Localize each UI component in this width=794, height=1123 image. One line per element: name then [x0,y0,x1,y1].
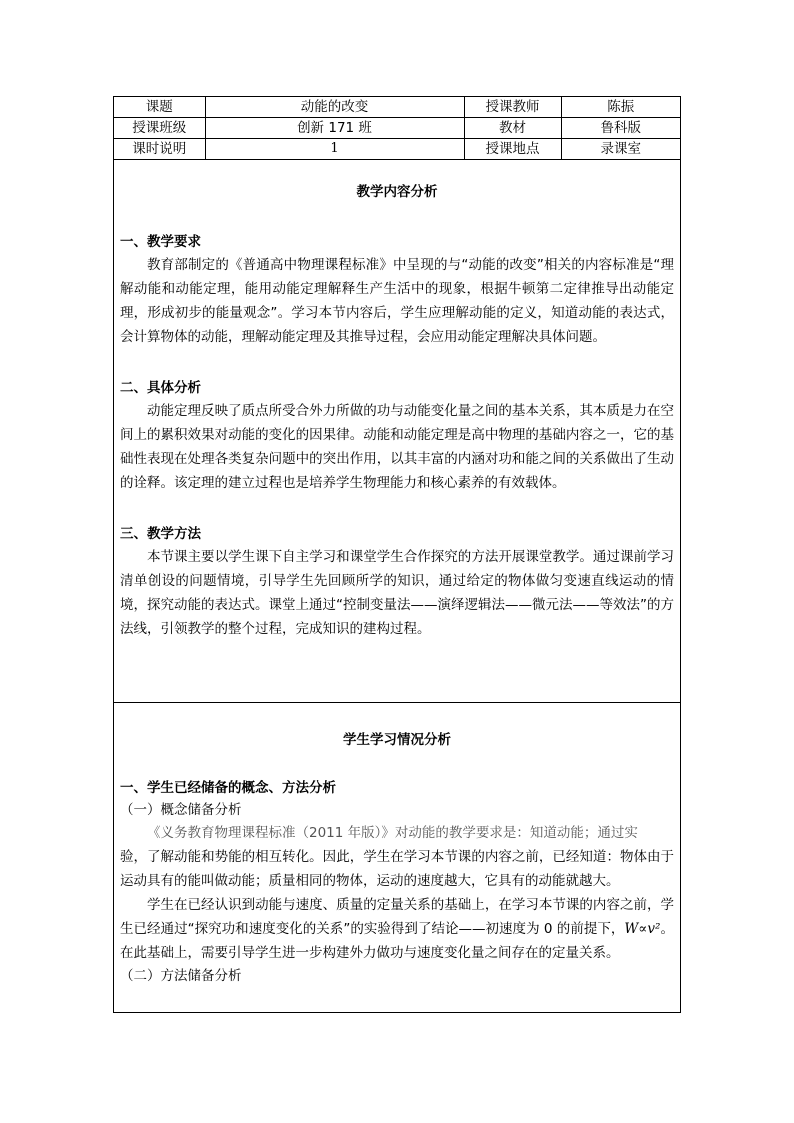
label-teacher: 授课教师 [464,97,561,118]
label-class: 授课班级 [114,118,205,139]
prior-knowledge-heading: 一、学生已经储备的概念、方法分析 [120,780,336,796]
section-divider [114,702,680,703]
requirements-text: 教育部制定的《普通高中物理课程标准》中呈现的与“动能的改变”相关的内容标准是“理解动能和动能定理，能用动能定理解释生产生活中的现象，根据牛顿第二定律推导出动能定理，形成初步的能量观念”。学习本节内容后，学生应理解动能的定义，知道动能的表达式，会计算物体的动能，理解动能定理及其推导过程，会应用动能定理解决具体问题。 [120,257,674,345]
content-analysis-title: 教学内容分析 [356,184,438,200]
table-row [114,97,680,118]
analysis-heading: 二、具体分析 [120,380,201,396]
requirements-heading: 一、教学要求 [120,234,201,250]
lesson-plan-sheet [113,96,681,1013]
label-textbook: 教材 [464,118,561,139]
formula-w-prop-v2: W∝v² [624,921,661,937]
value-teacher: 陈振 [561,97,680,118]
concept-text-1a: 《义务教育物理课程标准（2011 年版）》对动能的教学要求是：知道动能；通过实 [147,825,638,841]
concept-text-1b: 验，了解动能和势能的相互转化。因此，学生在学习本节课的内容之前，已经知道：物体由于运动具有的能叫做动能；质量相同的物体，运动的速度越大，它具有的动能就越大。 [120,849,674,889]
student-analysis-section [114,729,680,987]
value-topic: 动能的改变 [205,97,464,118]
concept-text-2b: 。在此基础上，需要引导学生进一步构建外力做功与速度变化量之间存在的定量关系。 [120,921,674,961]
label-topic: 课题 [114,97,205,118]
concept-text-2a: 学生在已经认识到动能与速度、质量的定量关系的基础上，在学习本节课的内容之前，学生已经通过“探究功和速度变化的关系”的实验得到了结论——初速度为 0 的前提下， [120,897,674,937]
table-row [114,118,680,139]
concept-text-2 [120,893,674,965]
student-analysis-title: 学生学习情况分析 [343,732,451,748]
table-row [114,139,680,160]
value-period: 1 [205,139,464,160]
value-class: 创新 171 班 [205,118,464,139]
analysis-text: 动能定理反映了质点所受合外力所做的功与动能变化量之间的基本关系，其本质是力在空间上的累积效果对动能的变化的因果律。动能和动能定理是高中物理的基础内容之一，它的基础性表现在处理各类复杂问题中的突出作用，以其丰富的内涵对功和能之间的关系做出了生动的诠释。该定理的建立过程也是培养学生物理能力和核心素养的有效载体。 [120,403,674,491]
method-heading: 三、教学方法 [120,526,201,542]
value-location: 录课室 [561,139,680,160]
content-analysis-section [114,181,680,641]
label-period: 课时说明 [114,139,205,160]
method-subheading: （二）方法储备分析 [120,968,242,984]
value-textbook: 鲁科版 [561,118,680,139]
label-location: 授课地点 [464,139,561,160]
concept-subheading: （一）概念储备分析 [120,802,242,818]
method-text: 本节课主要以学生课下自主学习和课堂学生合作探究的方法开展课堂教学。通过课前学习清单创设的问题情境，引导学生先回顾所学的知识，通过给定的物体做匀变速直线运动的情境，探究动能的表达式。课堂上通过“控制变量法——演绎逻辑法——微元法——等效法”的方法线，引领教学的整个过程，完成知识的建构过程。 [120,549,674,637]
lesson-info-table [114,97,680,160]
